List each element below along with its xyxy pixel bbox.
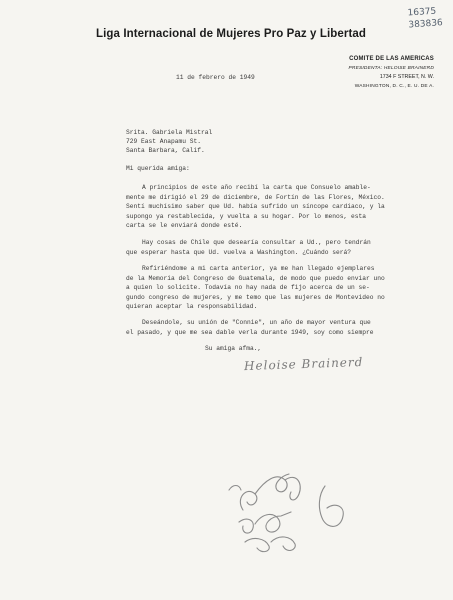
scribble-stroke xyxy=(229,486,241,491)
paragraph-line: a quien lo solicite. Todavía no hay nada de fijo acerca de un se- xyxy=(126,284,370,291)
paragraph-line: gundo congreso de mujeres, y me temo que las mujeres de Montevideo no xyxy=(126,293,385,301)
recipient-city: Santa Barbara, Calif. xyxy=(126,147,205,154)
paragraph-line: Sentí muchísimo saber que Ud. había sufrido un síncope cardíaco, y la xyxy=(126,203,385,210)
scribble-stroke xyxy=(319,486,343,526)
paragraph-line: de la Memoria del Congreso de Guatemala, de modo que puedo enviar uno xyxy=(126,274,385,282)
paragraph-line: mente me dirigió el 29 de diciembre, de Fortín de las Flores, México. xyxy=(126,193,385,201)
letterhead-title: Liga Internacional de Mujeres Pro Paz y Libertad xyxy=(96,28,367,40)
paragraph-3 xyxy=(126,264,385,312)
handwritten-signature: Heloise Brainerd xyxy=(243,354,364,374)
archive-note xyxy=(407,4,453,31)
paragraph-line: Refiriéndome a mi carta anterior, ya me han llegado ejemplares xyxy=(142,265,375,272)
paragraph-line: carta se le enviará donde esté. xyxy=(126,222,243,229)
committee-name: COMITE DE LAS AMERICAS xyxy=(349,56,434,62)
paragraph-line: A principios de este año recibí la carta que Consuelo amable- xyxy=(142,184,371,191)
scribble-stroke xyxy=(285,477,300,500)
closing: Su amiga afma., xyxy=(205,345,262,352)
recipient-address xyxy=(126,128,212,155)
paragraph-line: quieran aceptar la responsabilidad. xyxy=(126,303,258,310)
paragraph-line: que esperar hasta que Ud. vuelva a Washington. ¿Cuándo será? xyxy=(126,248,352,256)
committee-street: 1734 F STREET, N. W. xyxy=(379,74,434,80)
paragraph-line: Hay cosas de Chile que desearía consultar a Ud., pero tendrán xyxy=(142,239,371,246)
paragraph-4 xyxy=(126,318,374,337)
paragraph-line: Deseándole, su unión de "Connie", un año de mayor ventura que xyxy=(142,319,371,326)
archive-number-1: 16375 xyxy=(407,6,437,19)
scribble-stroke xyxy=(245,537,295,552)
committee-president: PRESIDENTA: HELOISE BRAINERD xyxy=(348,66,434,71)
paragraph-line: supongo ya restablecida, y vuelta a su hogar. Por lo menos, esta xyxy=(126,212,367,220)
scribble-stroke xyxy=(240,474,289,510)
recipient-name: Srita. Gabriela Mistral xyxy=(126,129,213,136)
paragraph-line: el pasado, y que me sea dable verla durante 1949, soy como siempre xyxy=(126,328,374,336)
committee-block xyxy=(322,55,434,91)
committee-city: WASHINGTON, D. C., E. U. DE A. xyxy=(354,84,434,89)
archive-number-2: 383836 xyxy=(408,18,444,31)
salutation: Mi querida amiga: xyxy=(126,165,190,172)
scribble-stroke xyxy=(239,512,291,533)
pencil-scribble xyxy=(225,450,365,560)
paragraph-1 xyxy=(126,183,385,231)
letter-date: 11 de febrero de 1949 xyxy=(176,74,255,81)
recipient-street: 729 East Anapamu St. xyxy=(126,138,202,145)
paragraph-2 xyxy=(126,238,371,257)
